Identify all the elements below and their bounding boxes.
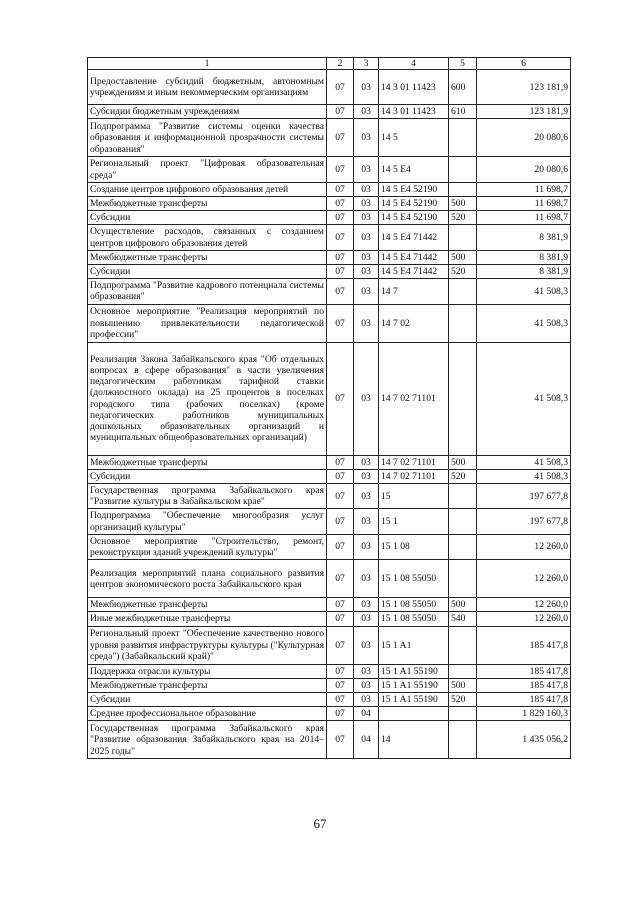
cell-amount: 12 260,0 [477, 598, 571, 612]
cell-subsection: 03 [354, 469, 379, 483]
table-row [88, 279, 571, 304]
cell-subsection: 03 [354, 250, 379, 264]
table-row [88, 70, 571, 105]
table-row [88, 612, 571, 626]
cell-target-article: 14 5 E4 52190 [379, 182, 449, 196]
cell-name: Региональный проект "Обеспечение качественно нового уровня развития инфраструктуры культуры ("Культурная среда") (Забайкальский край)" [88, 626, 327, 664]
cell-target-article: 14 5 E4 52190 [379, 197, 449, 211]
cell-name: Предоставление субсидий бюджетным, автономным учреждениям и иным некоммерческим организациям [88, 70, 327, 105]
cell-section: 07 [327, 598, 354, 612]
cell-subsection: 03 [354, 225, 379, 250]
cell-expense-type: 520 [449, 469, 477, 483]
cell-amount: 11 698,7 [477, 211, 571, 225]
cell-section: 07 [327, 265, 354, 279]
table-row [88, 678, 571, 692]
cell-section: 07 [327, 560, 354, 598]
cell-amount: 185 417,8 [477, 664, 571, 678]
cell-section: 07 [327, 279, 354, 304]
cell-target-article: 15 1 A1 [379, 626, 449, 664]
cell-name: Государственная программа Забайкальского края "Развитие культуры в Забайкальском крае" [88, 484, 327, 509]
cell-section: 07 [327, 612, 354, 626]
table-row [88, 225, 571, 250]
cell-target-article: 14 5 E4 71442 [379, 225, 449, 250]
cell-target-article: 14 5 E4 71442 [379, 265, 449, 279]
cell-expense-type [449, 225, 477, 250]
cell-amount: 20 080,6 [477, 119, 571, 157]
cell-expense-type [449, 119, 477, 157]
cell-expense-type: 520 [449, 693, 477, 707]
cell-subsection: 03 [354, 182, 379, 196]
cell-name: Реализация мероприятий плана социального развития центров экономического роста Забайкальского края [88, 560, 327, 598]
cell-section: 07 [327, 225, 354, 250]
cell-section: 07 [327, 707, 354, 721]
table-row [88, 182, 571, 196]
cell-name: Иные межбюджетные трансферты [88, 612, 327, 626]
table-row [88, 455, 571, 469]
cell-name: Осуществление расходов, связанных с созданием центров цифрового образования детей [88, 225, 327, 250]
cell-name: Подпрограмма "Развитие кадрового потенциала системы образования" [88, 279, 327, 304]
cell-target-article: 14 7 02 71101 [379, 342, 449, 455]
cell-name: Создание центров цифрового образования детей [88, 182, 327, 196]
cell-expense-type [449, 484, 477, 509]
cell-amount: 185 417,8 [477, 626, 571, 664]
cell-subsection: 03 [354, 211, 379, 225]
cell-subsection: 03 [354, 157, 379, 182]
cell-amount: 41 508,3 [477, 469, 571, 483]
cell-target-article: 15 1 [379, 509, 449, 534]
cell-expense-type: 600 [449, 70, 477, 105]
cell-name: Подпрограмма "Обеспечение многообразия услуг организаций культуры" [88, 509, 327, 534]
header-cell-6: 6 [477, 58, 571, 70]
cell-expense-type [449, 560, 477, 598]
cell-subsection: 03 [354, 534, 379, 559]
table-row [88, 157, 571, 182]
cell-amount: 41 508,3 [477, 455, 571, 469]
cell-expense-type [449, 664, 477, 678]
cell-subsection: 03 [354, 105, 379, 119]
cell-expense-type [449, 534, 477, 559]
cell-amount: 123 181,9 [477, 70, 571, 105]
cell-name: Субсидии [88, 469, 327, 483]
cell-section: 07 [327, 455, 354, 469]
cell-name: Межбюджетные трансферты [88, 455, 327, 469]
cell-expense-type: 540 [449, 612, 477, 626]
cell-expense-type: 500 [449, 678, 477, 692]
cell-amount: 185 417,8 [477, 693, 571, 707]
cell-amount: 8 381,9 [477, 265, 571, 279]
table-row [88, 211, 571, 225]
cell-name: Подпрограмма "Развитие системы оценки качества образования и информационной прозрачности системы образования" [88, 119, 327, 157]
header-cell-2: 2 [327, 58, 354, 70]
cell-target-article [379, 707, 449, 721]
cell-amount: 20 080,6 [477, 157, 571, 182]
cell-target-article: 15 1 A1 55190 [379, 664, 449, 678]
cell-target-article: 14 3 01 11423 [379, 105, 449, 119]
cell-section: 07 [327, 342, 354, 455]
cell-expense-type [449, 509, 477, 534]
cell-section: 07 [327, 484, 354, 509]
cell-expense-type [449, 304, 477, 342]
table-row [88, 250, 571, 264]
cell-name: Среднее профессиональное образование [88, 707, 327, 721]
cell-target-article: 14 7 02 [379, 304, 449, 342]
cell-expense-type [449, 279, 477, 304]
header-cell-3: 3 [354, 58, 379, 70]
cell-target-article: 15 1 08 55050 [379, 612, 449, 626]
cell-section: 07 [327, 626, 354, 664]
cell-amount: 123 181,9 [477, 105, 571, 119]
table-row [88, 693, 571, 707]
cell-section: 07 [327, 119, 354, 157]
cell-section: 07 [327, 157, 354, 182]
cell-amount: 11 698,7 [477, 197, 571, 211]
cell-expense-type: 500 [449, 598, 477, 612]
cell-target-article: 15 [379, 484, 449, 509]
cell-expense-type: 520 [449, 211, 477, 225]
cell-expense-type [449, 626, 477, 664]
cell-name: Субсидии [88, 265, 327, 279]
cell-section: 07 [327, 469, 354, 483]
cell-subsection: 04 [354, 721, 379, 759]
cell-expense-type: 500 [449, 455, 477, 469]
cell-section: 07 [327, 105, 354, 119]
cell-expense-type [449, 182, 477, 196]
table-row [88, 560, 571, 598]
cell-amount: 41 508,3 [477, 279, 571, 304]
cell-amount: 197 677,8 [477, 509, 571, 534]
cell-amount: 185 417,8 [477, 678, 571, 692]
cell-expense-type: 520 [449, 265, 477, 279]
cell-section: 07 [327, 304, 354, 342]
cell-amount: 41 508,3 [477, 342, 571, 455]
cell-name: Межбюджетные трансферты [88, 678, 327, 692]
cell-subsection: 03 [354, 455, 379, 469]
cell-section: 07 [327, 182, 354, 196]
cell-name: Межбюджетные трансферты [88, 598, 327, 612]
header-cell-4: 4 [379, 58, 449, 70]
cell-amount: 8 381,9 [477, 225, 571, 250]
cell-expense-type [449, 721, 477, 759]
cell-amount: 12 260,0 [477, 612, 571, 626]
table-row [88, 197, 571, 211]
cell-name: Основное мероприятие "Реализация мероприятий по повышению привлекательности педагогической профессии" [88, 304, 327, 342]
cell-subsection: 03 [354, 304, 379, 342]
cell-subsection: 03 [354, 678, 379, 692]
cell-name: Межбюджетные трансферты [88, 250, 327, 264]
cell-name: Субсидии бюджетным учреждениям [88, 105, 327, 119]
page-number: 67 [313, 816, 327, 831]
cell-section: 07 [327, 197, 354, 211]
cell-name: Субсидии [88, 211, 327, 225]
cell-target-article: 15 1 08 55050 [379, 598, 449, 612]
cell-target-article: 15 1 A1 55190 [379, 678, 449, 692]
table-row [88, 626, 571, 664]
table-body [88, 58, 571, 759]
cell-subsection: 03 [354, 509, 379, 534]
cell-subsection: 03 [354, 279, 379, 304]
table-row [88, 469, 571, 483]
cell-subsection: 03 [354, 119, 379, 157]
cell-amount: 1 435 056,2 [477, 721, 571, 759]
table-row [88, 265, 571, 279]
cell-section: 07 [327, 721, 354, 759]
cell-name: Региональный проект "Цифровая образовательная среда" [88, 157, 327, 182]
cell-expense-type: 610 [449, 105, 477, 119]
table-row [88, 304, 571, 342]
cell-amount: 12 260,0 [477, 534, 571, 559]
cell-amount: 41 508,3 [477, 304, 571, 342]
cell-subsection: 03 [354, 484, 379, 509]
cell-subsection: 03 [354, 342, 379, 455]
cell-section: 07 [327, 534, 354, 559]
cell-subsection: 03 [354, 560, 379, 598]
cell-expense-type: 500 [449, 197, 477, 211]
cell-expense-type: 500 [449, 250, 477, 264]
table-row [88, 509, 571, 534]
cell-target-article: 14 3 01 11423 [379, 70, 449, 105]
cell-target-article: 14 [379, 721, 449, 759]
cell-target-article: 14 5 E4 71442 [379, 250, 449, 264]
cell-amount: 12 260,0 [477, 560, 571, 598]
cell-name: Основное мероприятие "Строительство, ремонт, реконструкция зданий учреждений культуры" [88, 534, 327, 559]
cell-section: 07 [327, 693, 354, 707]
cell-subsection: 03 [354, 626, 379, 664]
cell-target-article: 14 5 [379, 119, 449, 157]
cell-target-article: 14 5 E4 [379, 157, 449, 182]
table-header-row [88, 58, 571, 70]
cell-expense-type [449, 157, 477, 182]
table-row [88, 664, 571, 678]
table-row [88, 598, 571, 612]
budget-table [87, 57, 571, 759]
cell-target-article: 15 1 08 55050 [379, 560, 449, 598]
header-cell-5: 5 [449, 58, 477, 70]
cell-expense-type [449, 707, 477, 721]
header-cell-1: 1 [88, 58, 327, 70]
cell-subsection: 03 [354, 70, 379, 105]
cell-name: Поддержка отрасли культуры [88, 664, 327, 678]
cell-amount: 11 698,7 [477, 182, 571, 196]
cell-subsection: 03 [354, 197, 379, 211]
cell-subsection: 03 [354, 612, 379, 626]
cell-name: Государственная программа Забайкальского края "Развитие образования Забайкальского края на 2014–2025 годы" [88, 721, 327, 759]
cell-name: Реализация Закона Забайкальского края "Об отдельных вопросах в сфере образования" в части увеличения педагогическим работникам тарифной ставки (должностного оклада) на 25 процентов в поселках городского типа (рабочих поселках) (кроме педагогических работников муниципальных дошкольных образовательных организаций и муниципальных общеобразовательных организаций) [88, 342, 327, 455]
table-row [88, 534, 571, 559]
cell-section: 07 [327, 70, 354, 105]
cell-section: 07 [327, 509, 354, 534]
table-row [88, 119, 571, 157]
cell-section: 07 [327, 678, 354, 692]
table-row [88, 721, 571, 759]
cell-subsection: 03 [354, 664, 379, 678]
cell-name: Субсидии [88, 693, 327, 707]
cell-amount: 1 829 160,3 [477, 707, 571, 721]
cell-expense-type [449, 342, 477, 455]
table-row [88, 707, 571, 721]
table-row [88, 342, 571, 455]
cell-section: 07 [327, 211, 354, 225]
cell-subsection: 03 [354, 693, 379, 707]
cell-target-article: 15 1 A1 55190 [379, 693, 449, 707]
cell-target-article: 14 7 02 71101 [379, 469, 449, 483]
cell-amount: 197 677,8 [477, 484, 571, 509]
cell-target-article: 15 1 08 [379, 534, 449, 559]
cell-amount: 8 381,9 [477, 250, 571, 264]
cell-subsection: 03 [354, 598, 379, 612]
cell-subsection: 03 [354, 265, 379, 279]
cell-name: Межбюджетные трансферты [88, 197, 327, 211]
cell-section: 07 [327, 664, 354, 678]
cell-target-article: 14 7 [379, 279, 449, 304]
cell-target-article: 14 5 E4 52190 [379, 211, 449, 225]
table-row [88, 105, 571, 119]
cell-section: 07 [327, 250, 354, 264]
cell-subsection: 04 [354, 707, 379, 721]
cell-target-article: 14 7 02 71101 [379, 455, 449, 469]
table-row [88, 484, 571, 509]
